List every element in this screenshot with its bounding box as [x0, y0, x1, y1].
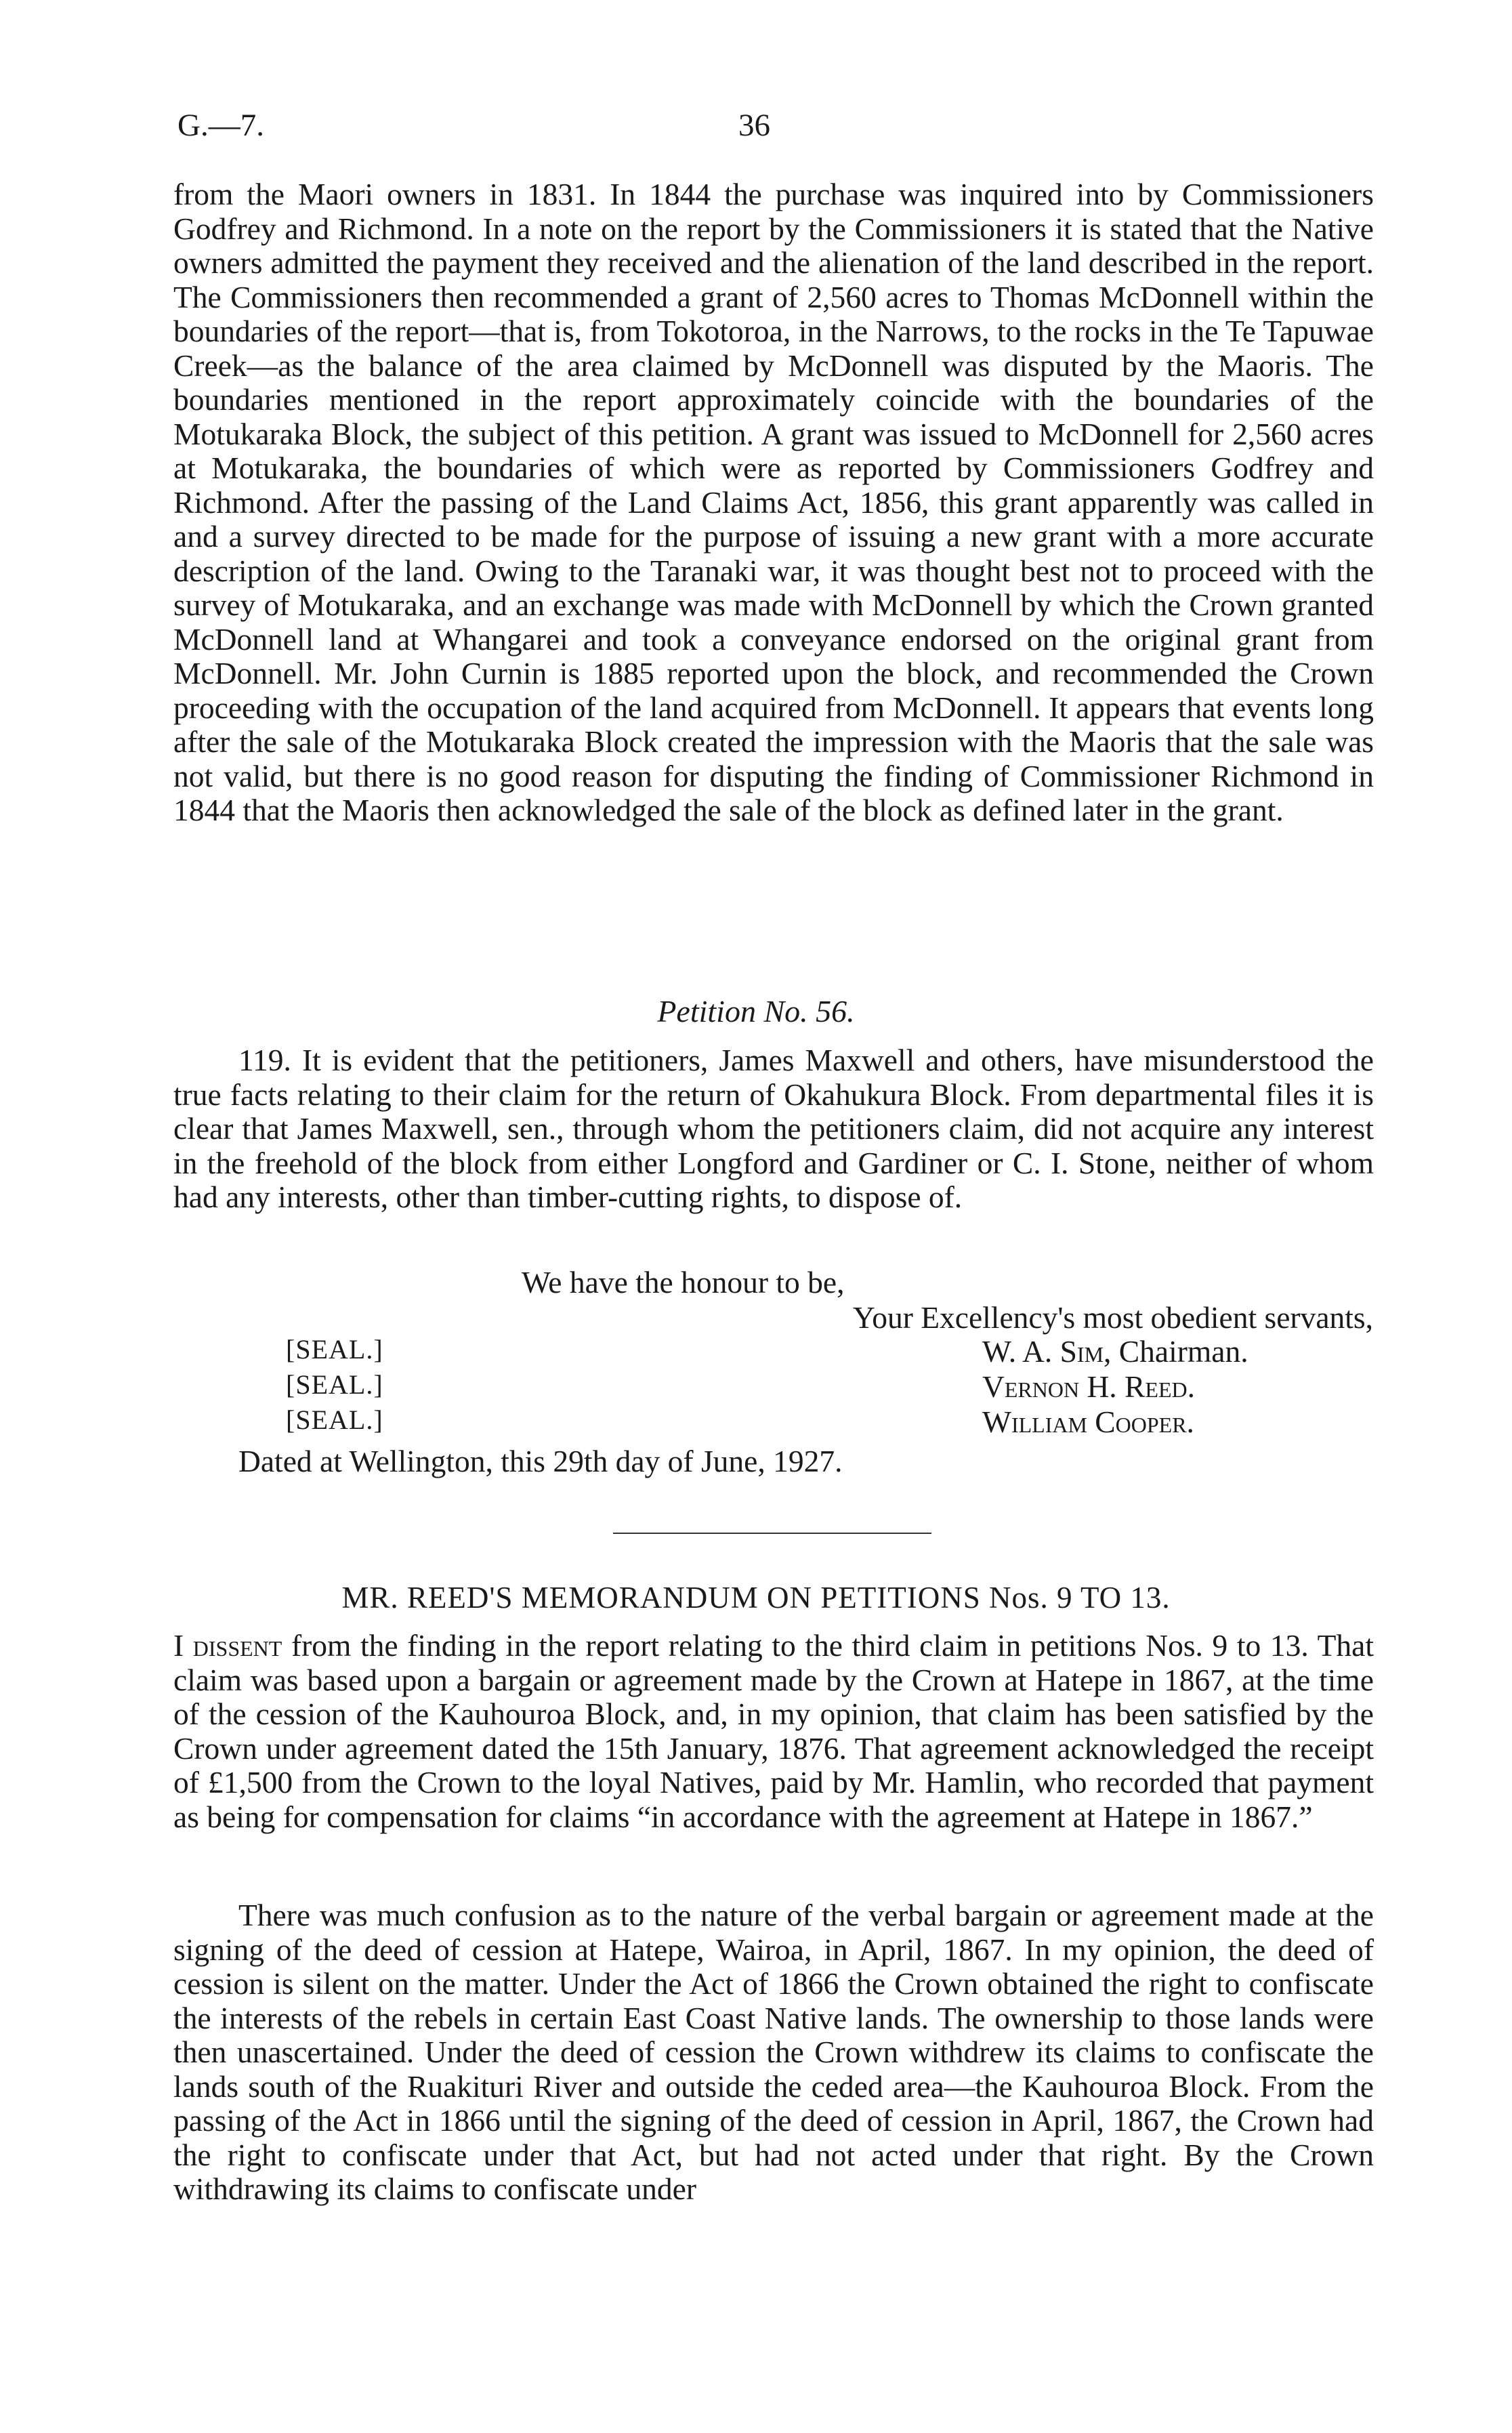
closing-honour: We have the honour to be, [522, 1265, 845, 1299]
signatory-name: Vernon H. Reed [982, 1369, 1188, 1404]
memorandum-paragraph-1 [173, 1629, 1374, 1834]
paragraph-text: There was much confusion as to the nature of the verbal bargain or agreement made at the signing of the deed of cession at Hatepe, Wairoa, in April, 1867. In my opinion, the deed of cession is silent on the matter. Under the Act of 1866 the Crown obtained the right to confiscate the interests of the rebels in certain East Coast Native lands. The ownership to those lands were then unascertained. Under the deed of cession the Crown withdrew its claims to confiscate the lands south of the Ruakituri River and outside the ceded area—the Kauhouroa Block. From the passing of the Act in 1866 until the signing of the deed of cession in April, 1867, the Crown had the right to confiscate under that Act, but had not acted under that right. By the Crown withdrawing its claims to confiscate under [173, 1898, 1374, 2206]
paragraph-text: 119. It is evident that the petitioners, James Maxwell and others, have misunderstood the true facts relating to their claim for the return of Okahukura Block. From departmental files it is clear that James Maxwell, sen., through whom the petitioners claim, did not acquire any interest in the freehold of the block from either Longford and Gardiner or C. I. Stone, neither of whom had any interests, other than timber-cutting rights, to dispose of. [173, 1043, 1374, 1214]
closing-excellency: Your Excellency's most obedient servants, [852, 1300, 1373, 1335]
dated-line: Dated at Wellington, this 29th day of June, 1927. [238, 1444, 843, 1478]
signatory-role: . [1187, 1369, 1195, 1404]
section-divider [613, 1533, 931, 1534]
paragraph-119 [173, 1043, 1374, 1215]
seal-mark: [SEAL.] [286, 1334, 383, 1365]
memorandum-paragraph-2 [173, 1898, 1374, 2207]
paragraph-text [173, 1629, 1374, 1834]
seal-mark: [SEAL.] [286, 1369, 383, 1400]
signatory-role: , Chairman. [1104, 1334, 1248, 1369]
signatory-member [982, 1369, 1195, 1405]
signatory-name: William Cooper [982, 1405, 1187, 1439]
signatory-name: W. A. Sim [982, 1334, 1104, 1369]
continuing-paragraph [173, 178, 1374, 828]
paragraph-body: from the finding in the report relating to the third claim in petitions Nos. 9 to 13. That claim was based upon a bargain or agreement made by the Crown at Hatepe in 1867, at the time of the cession of the Kauhouroa Block, and, in my opinion, that claim has been satisfied by the Crown under agreement dated the 15th January, 1876. That agreement acknowledged the receipt of £1,500 from the Crown to the loyal Natives, paid by Mr. Hamlin, who recorded that payment as being for compensation for claims “in accordance with the agreement at Hatepe in 1867.” [173, 1628, 1374, 1834]
signatory-chairman [982, 1333, 1248, 1369]
parliamentary-paper-reference: G.—7. [177, 108, 264, 143]
lead-word: I dissent [173, 1628, 282, 1663]
signatory-role: . [1186, 1405, 1194, 1439]
memorandum-heading: MR. REED'S MEMORANDUM ON PETITIONS Nos. 9 TO 13. [341, 1581, 1171, 1615]
paragraph-text: from the Maori owners in 1831. In 1844 the purchase was inquired into by Commissioners Godfrey and Richmond. In a note on the report by the Commissioners it is stated that the Native owners admitted the payment they received and the alienation of the land described in the report. The Commissioners then recommended a grant of 2,560 acres to Thomas McDonnell within the boundaries of the report—that is, from Tokotoroa, in the Narrows, to the rocks in the Te Tapuwae Creek—as the balance of the area claimed by McDonnell was disputed by the Maoris. The boundaries mentioned in the report approximately coincide with the boundaries of the Motukaraka Block, the subject of this petition. A grant was issued to McDonnell for 2,560 acres at Motukaraka, the boundaries of which were as reported by Commissioners Godfrey and Richmond. After the passing of the Land Claims Act, 1856, this grant apparently was called in and a survey directed to be made for the purpose of issuing a new grant with a more accurate description of the land. Owing to the Taranaki war, it was thought best not to proceed with the survey of Motukaraka, and an exchange was made with McDonnell by which the Crown granted McDonnell land at Whangarei and took a conveyance endorsed on the original grant from McDonnell. Mr. John Curnin is 1885 reported upon the block, and recommended the Crown proceeding with the occupation of the land acquired from McDonnell. It appears that events long after the sale of the Motukaraka Block created the impression with the Maoris that the sale was not valid, but there is no good reason for disputing the finding of Commissioner Richmond in 1844 that the Maoris then acknowledged the sale of the block as defined later in the grant. [173, 177, 1374, 827]
seal-mark: [SEAL.] [286, 1405, 383, 1435]
signatory-member [982, 1404, 1194, 1440]
page-number: 36 [738, 108, 770, 143]
petition-heading: Petition No. 56. [657, 994, 855, 1028]
